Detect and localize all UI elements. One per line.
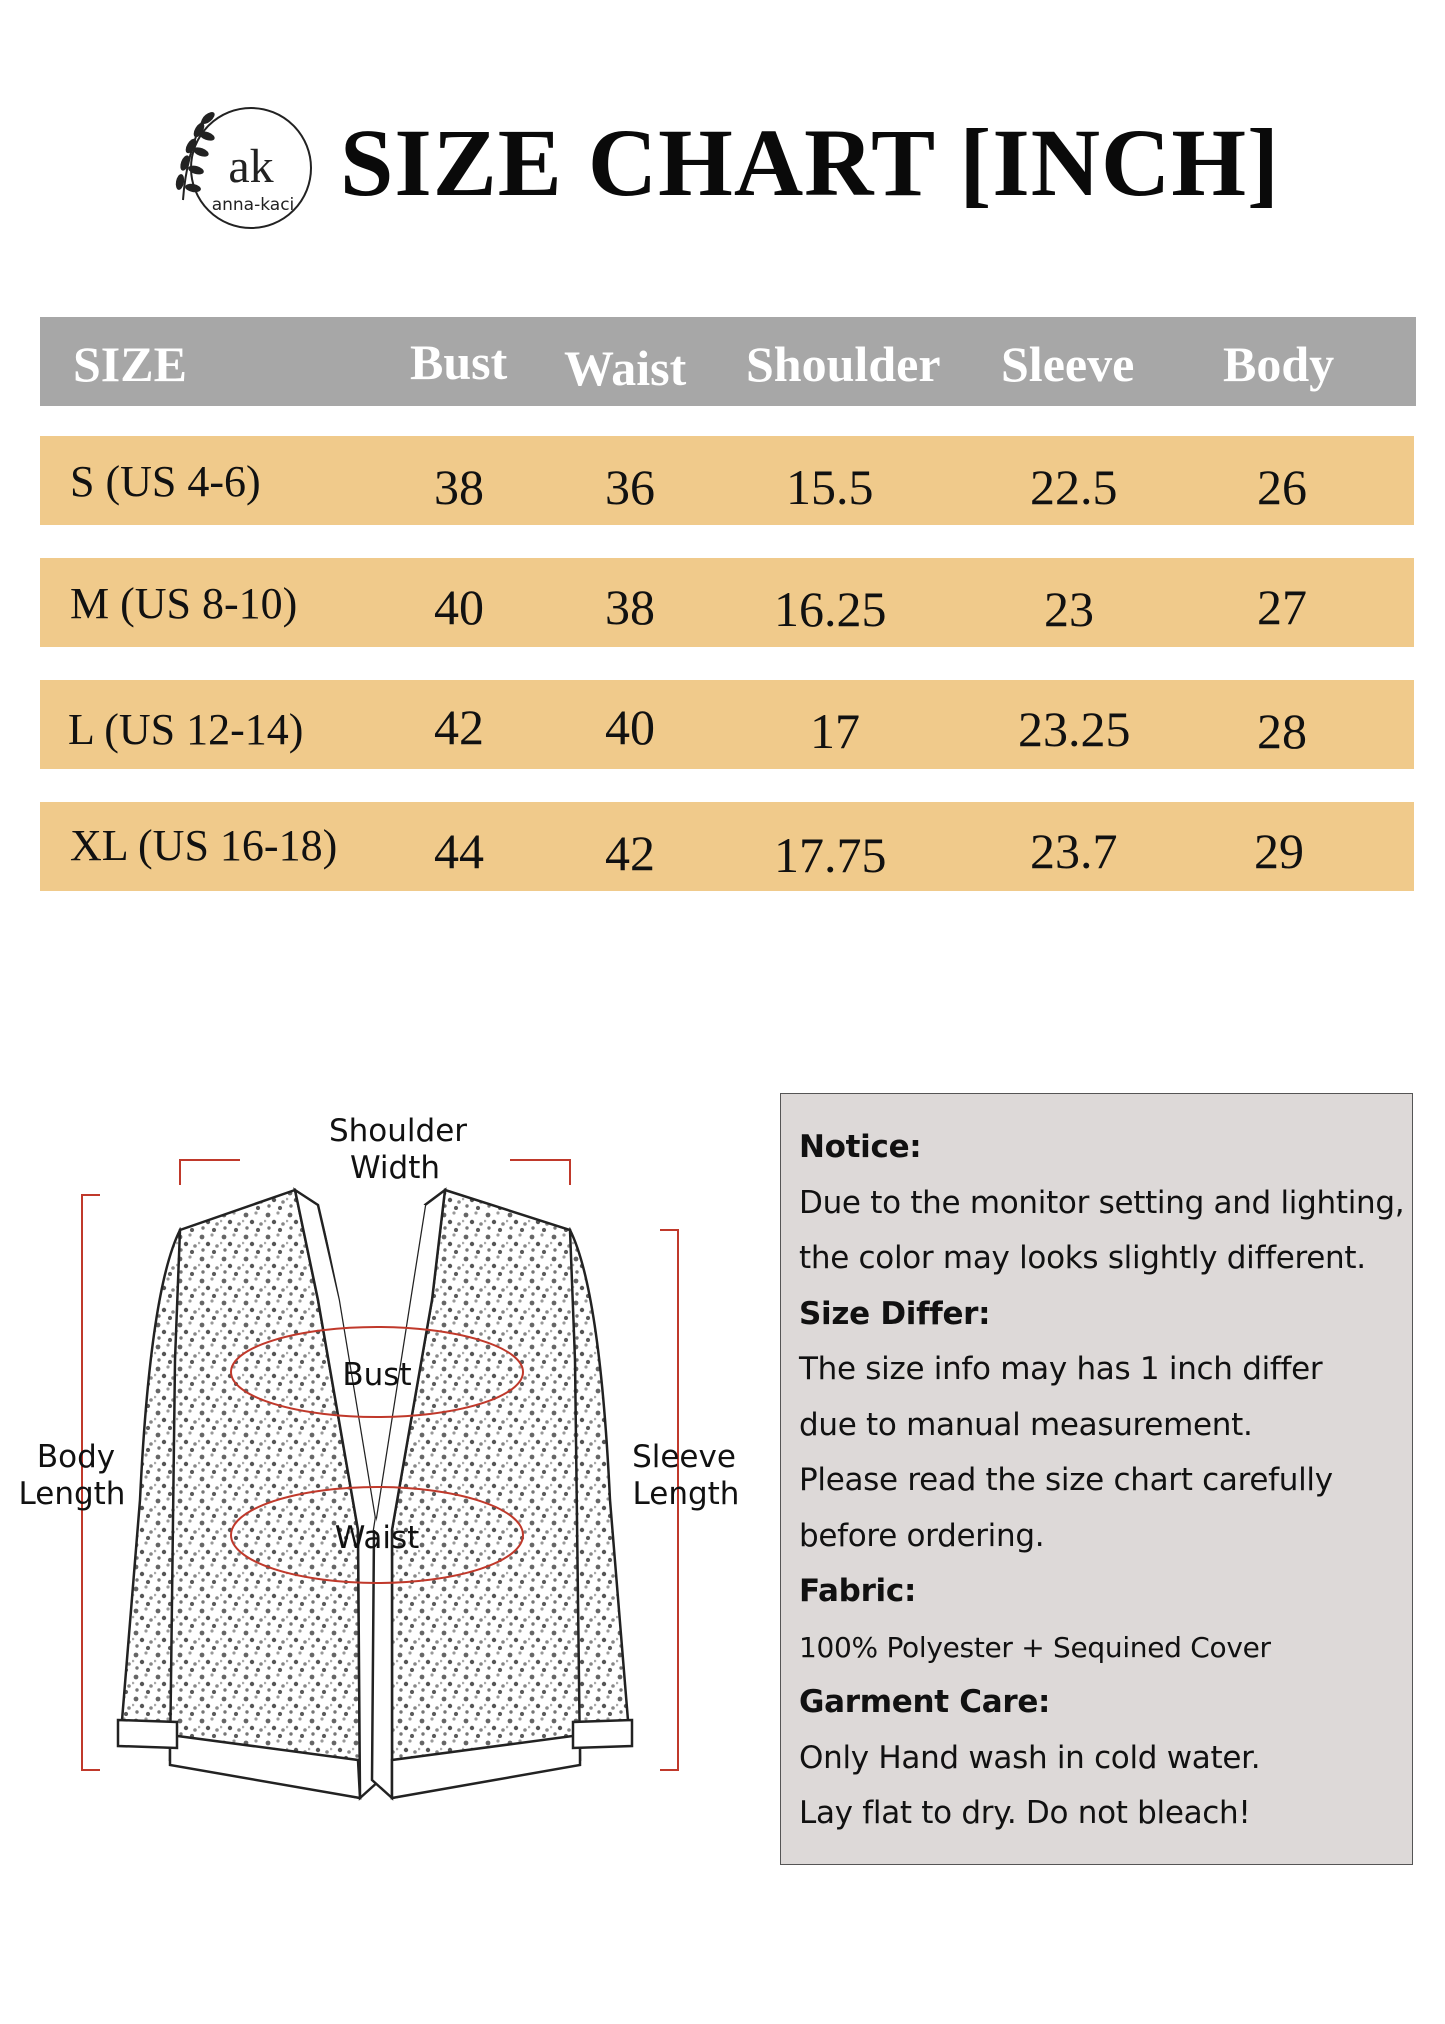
cell-shoulder: 15.5 (786, 459, 874, 515)
shoulder-label-2: Width (349, 1150, 441, 1186)
table-row (40, 680, 1414, 769)
col-header-body: Body (1223, 336, 1335, 392)
notice-box (780, 1093, 1413, 1865)
size-differ-text: before ordering. (799, 1517, 1045, 1554)
cell-waist: 38 (605, 579, 655, 635)
shoulder-label-1: Shoulder (328, 1113, 468, 1149)
garment-care-text: Lay flat to dry. Do not bleach! (799, 1795, 1251, 1831)
brand-logo (163, 100, 313, 240)
cell-sleeve: 23.7 (1030, 823, 1118, 879)
cell-sleeve: 22.5 (1030, 459, 1118, 515)
garment-care-text: Only Hand wash in cold water. (799, 1739, 1261, 1776)
cell-body: 27 (1257, 579, 1307, 635)
measurement-diagram (0, 1075, 760, 1835)
notice-text: Due to the monitor setting and lighting, (799, 1184, 1405, 1221)
page-title: SIZE CHART [INCH] (340, 109, 1281, 216)
col-header-shoulder: Shoulder (746, 336, 941, 392)
cell-sleeve: 23 (1044, 581, 1094, 637)
size-differ-text: due to manual measurement. (799, 1406, 1253, 1443)
table-header (40, 317, 1416, 406)
cell-shoulder: 17 (810, 703, 860, 759)
jacket-illustration (118, 1190, 632, 1798)
cell-size: M (US 8-10) (70, 579, 298, 628)
cell-bust: 44 (434, 823, 484, 879)
table-row (40, 802, 1414, 891)
cell-size: XL (US 16-18) (70, 821, 338, 870)
table-row (40, 558, 1414, 647)
cell-body: 29 (1254, 823, 1304, 879)
size-differ-text: Please read the size chart carefully (799, 1462, 1333, 1498)
cell-shoulder: 17.75 (774, 827, 887, 883)
cell-size: S (US 4-6) (70, 457, 261, 506)
size-differ-text: The size info may has 1 inch differ (799, 1351, 1323, 1387)
cell-bust: 38 (434, 459, 484, 515)
cell-waist: 36 (605, 459, 655, 515)
sleeve-length-label-1: Sleeve (632, 1439, 736, 1475)
brand-name: anna-kaci (211, 195, 295, 215)
cell-shoulder: 16.25 (774, 581, 887, 637)
cell-bust: 40 (434, 579, 484, 635)
notice-text: the color may looks slightly different. (799, 1240, 1366, 1276)
bust-label: Bust (342, 1357, 412, 1393)
col-header-size: SIZE (73, 336, 187, 392)
fabric-text: 100% Polyester + Sequined Cover (799, 1630, 1271, 1664)
col-header-sleeve: Sleeve (1001, 336, 1135, 392)
notice-heading: Notice: (799, 1129, 922, 1165)
cell-body: 28 (1257, 703, 1307, 759)
sleeve-length-label-2: Length (632, 1476, 740, 1512)
table-row (40, 436, 1414, 525)
waist-label: Waist (334, 1520, 420, 1556)
brand-monogram: ak (228, 140, 274, 193)
fabric-heading: Fabric: (799, 1573, 917, 1609)
garment-care-heading: Garment Care: (799, 1684, 1051, 1720)
cell-bust: 42 (434, 699, 484, 755)
col-header-waist: Waist (564, 340, 687, 396)
body-length-label-1: Body (36, 1439, 116, 1475)
size-differ-heading: Size Differ: (799, 1295, 991, 1332)
cell-size: L (US 12-14) (68, 705, 304, 754)
cell-sleeve: 23.25 (1018, 701, 1131, 757)
body-length-label-2: Length (18, 1476, 126, 1512)
col-header-bust: Bust (410, 334, 508, 390)
cell-body: 26 (1257, 459, 1307, 515)
cell-waist: 42 (605, 825, 655, 881)
cell-waist: 40 (605, 699, 655, 755)
